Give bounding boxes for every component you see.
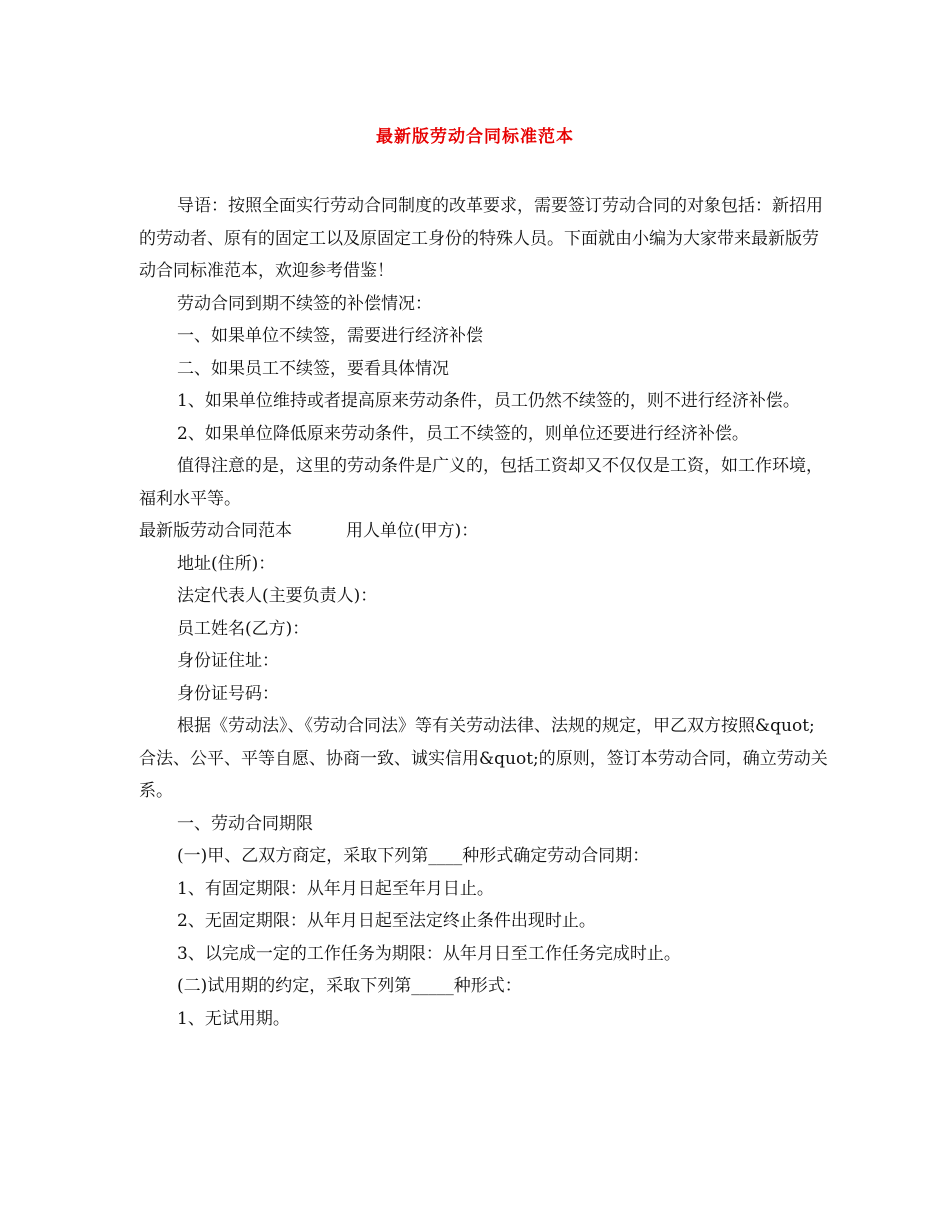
document-body [139, 190, 829, 1035]
paragraph-employee-no-renew: 二、如果员工不续签，要看具体情况 [177, 358, 449, 379]
field-address: 地址(住所)： [177, 553, 276, 574]
paragraph-case-1: 1、如果单位维持或者提高原来劳动条件，员工仍然不续签的，则不进行经济补偿。 [177, 391, 800, 411]
clause-open-term: 2、无固定期限：从年月日起至法定终止条件出现时止。 [177, 911, 596, 931]
employer-label: 用人单位(甲方)： [346, 521, 479, 541]
clause-term-form: (一)甲、乙双方商定，采取下列第____种形式确定劳动合同期： [177, 846, 650, 866]
contract-sample-label: 最新版劳动合同范本 [139, 521, 292, 541]
clause-fixed-term: 1、有固定期限：从年月日起至年月日止。 [177, 878, 494, 899]
clause-task-term: 3、以完成一定的工作任务为期限：从年月日至工作任务完成时止。 [177, 943, 681, 964]
clause-probation-form: (二)试用期的约定，采取下列第_____种形式： [177, 976, 522, 996]
paragraph-note: 值得注意的是，这里的劳动条件是广义的，包括工资却又不仅仅是工资，如工作环境，福利水平等。 [139, 456, 823, 509]
clause-no-probation: 1、无试用期。 [177, 1008, 290, 1029]
field-legal-representative: 法定代表人(主要负责人)： [177, 586, 378, 606]
field-employee-name: 员工姓名(乙方)： [177, 618, 310, 639]
field-id-number: 身份证号码： [177, 683, 279, 704]
intro-paragraph: 导语：按照全面实行劳动合同制度的改革要求，需要签订劳动合同的对象包括：新招用的劳动者、原有的固定工以及原固定工身份的特殊人员。下面就由小编为大家带来最新版劳动合同标准范本，欢迎参考借鉴！ [139, 196, 823, 281]
paragraph-renewal-compensation: 劳动合同到期不续签的补偿情况： [177, 293, 432, 314]
field-id-address: 身份证住址： [177, 651, 279, 671]
paragraph-employer-no-renew: 一、如果单位不续签，需要进行经济补偿 [177, 326, 483, 346]
document-title: 最新版劳动合同标准范本 [376, 127, 574, 147]
paragraph-contract-header [139, 515, 829, 548]
paragraph-case-2: 2、如果单位降低原来劳动条件，员工不续签的，则单位还要进行经济补偿。 [177, 423, 749, 444]
paragraph-legal-basis: 根据《劳动法》、《劳动合同法》等有关劳动法律、法规的规定，甲乙双方按照&quot;合法、公平、平等自愿、协商一致、诚实信用&quot;的原则，签订本劳动合同，确立劳动关系。 [139, 716, 828, 801]
section-heading-contract-term: 一、劳动合同期限 [177, 813, 313, 834]
